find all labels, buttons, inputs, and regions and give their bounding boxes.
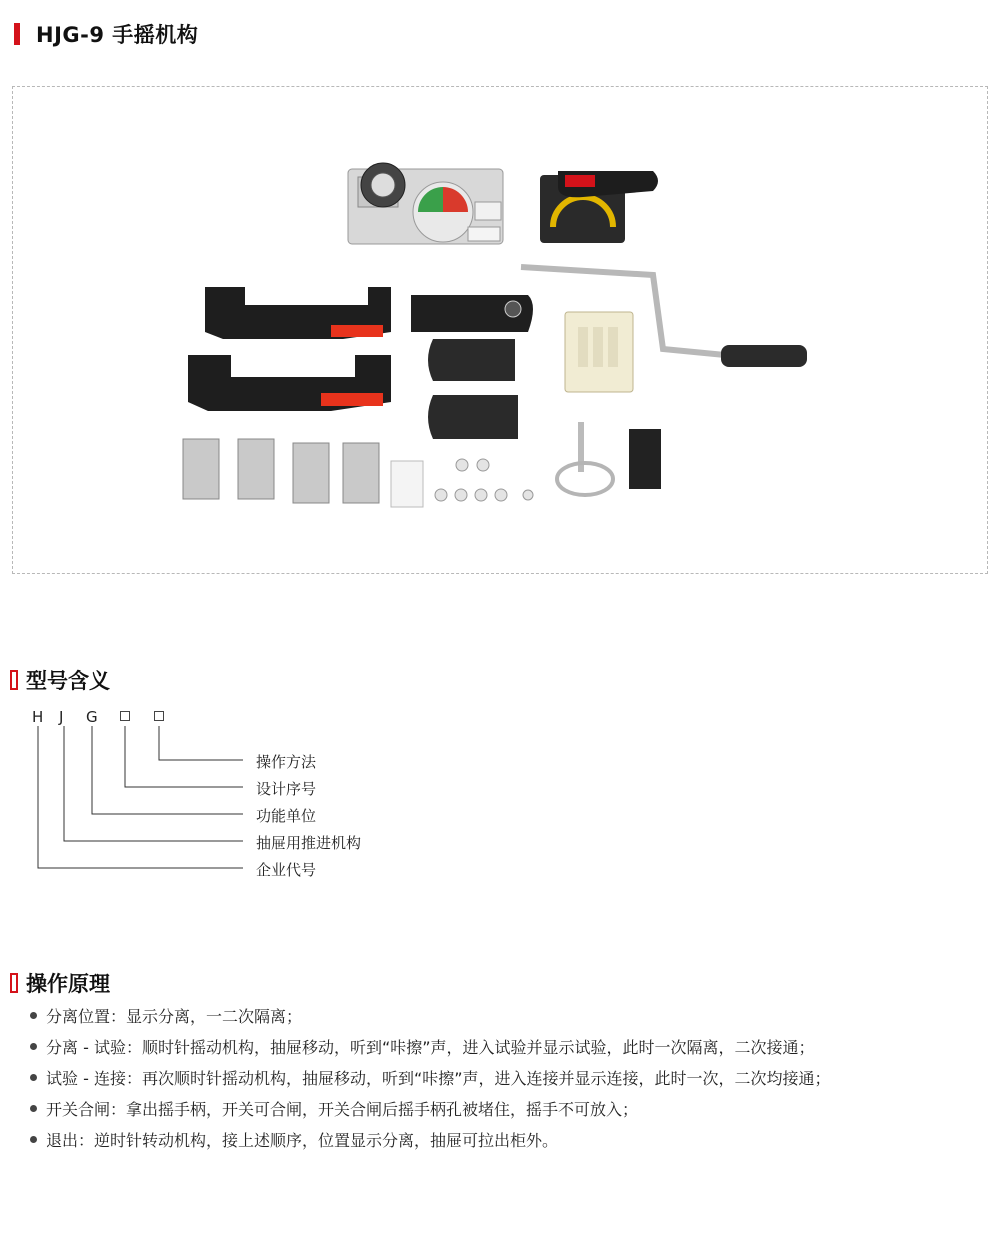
interlock-block [565,312,633,392]
list-item-text: 退出：逆时针转动机构，接上述顺序，位置显示分离，抽屉可拉出柜外。 [46,1131,559,1150]
model-meaning-title: 型号含义 [26,669,110,693]
definition-function-unit: 功能单位 [256,807,317,825]
operation-title: 操作原理 [26,972,110,996]
rotary-handle-switch [540,171,658,243]
bullet-icon [30,1043,37,1050]
model-code-diagram [0,700,420,900]
code-letter-h: H [32,708,44,726]
code-placeholder-box-1 [120,711,130,721]
definition-operation-method: 操作方法 [256,753,317,771]
list-item [30,1124,990,1155]
definition-design-number: 设计序号 [256,780,317,798]
operation-header [10,968,110,998]
model-meaning-header [10,665,110,695]
diagram-lines [0,700,420,900]
section-marker [10,973,18,993]
label-plate [411,295,533,332]
code-letter-g: G [86,708,98,726]
crank-handle [521,267,807,367]
metal-brackets [183,439,423,507]
bullet-icon [30,1105,37,1112]
section-marker [10,670,18,690]
list-item-text: 分离位置：显示分离，一二次隔离； [46,1007,303,1026]
key-tool [557,422,613,495]
black-clips [428,339,518,439]
product-photo [12,86,988,574]
definition-drawer-mechanism: 抽屉用推进机构 [256,834,362,852]
product-parts-illustration [13,87,989,575]
bullet-icon [30,1136,37,1143]
small-screws [435,459,533,501]
list-item [30,1000,990,1031]
definition-company-code: 企业代号 [256,861,317,879]
page-title: HJG-9 手摇机构 [36,23,199,47]
list-item [30,1093,990,1124]
bullet-icon [30,1012,37,1019]
list-item [30,1031,990,1062]
list-item-text: 试验 - 连接：再次顺时针摇动机构，抽屉移动，听到“咔擦”声，进入连接并显示连接，此时一次，二次均接通； [46,1069,831,1088]
bullet-icon [30,1074,37,1081]
list-item [30,1062,990,1093]
operation-list [30,1000,990,1155]
list-item-text: 开关合闸：拿出摇手柄，开关可合闸，开关合闸后摇手柄孔被堵住，摇手不可放入； [46,1100,639,1119]
code-letter-j: J [59,708,64,726]
mechanism-assembly [348,163,503,244]
black-cover-plate [629,429,661,489]
list-item-text: 分离 - 试验：顺时针摇动机构，抽屉移动，听到“咔擦”声，进入试验并显示试验，此时一次隔离，二次接通； [46,1038,815,1057]
pull-handle-bottom [188,355,391,411]
page-header [14,22,198,46]
code-placeholder-box-2 [154,711,164,721]
title-accent-bar [14,23,20,45]
pull-handle-top [205,287,391,339]
